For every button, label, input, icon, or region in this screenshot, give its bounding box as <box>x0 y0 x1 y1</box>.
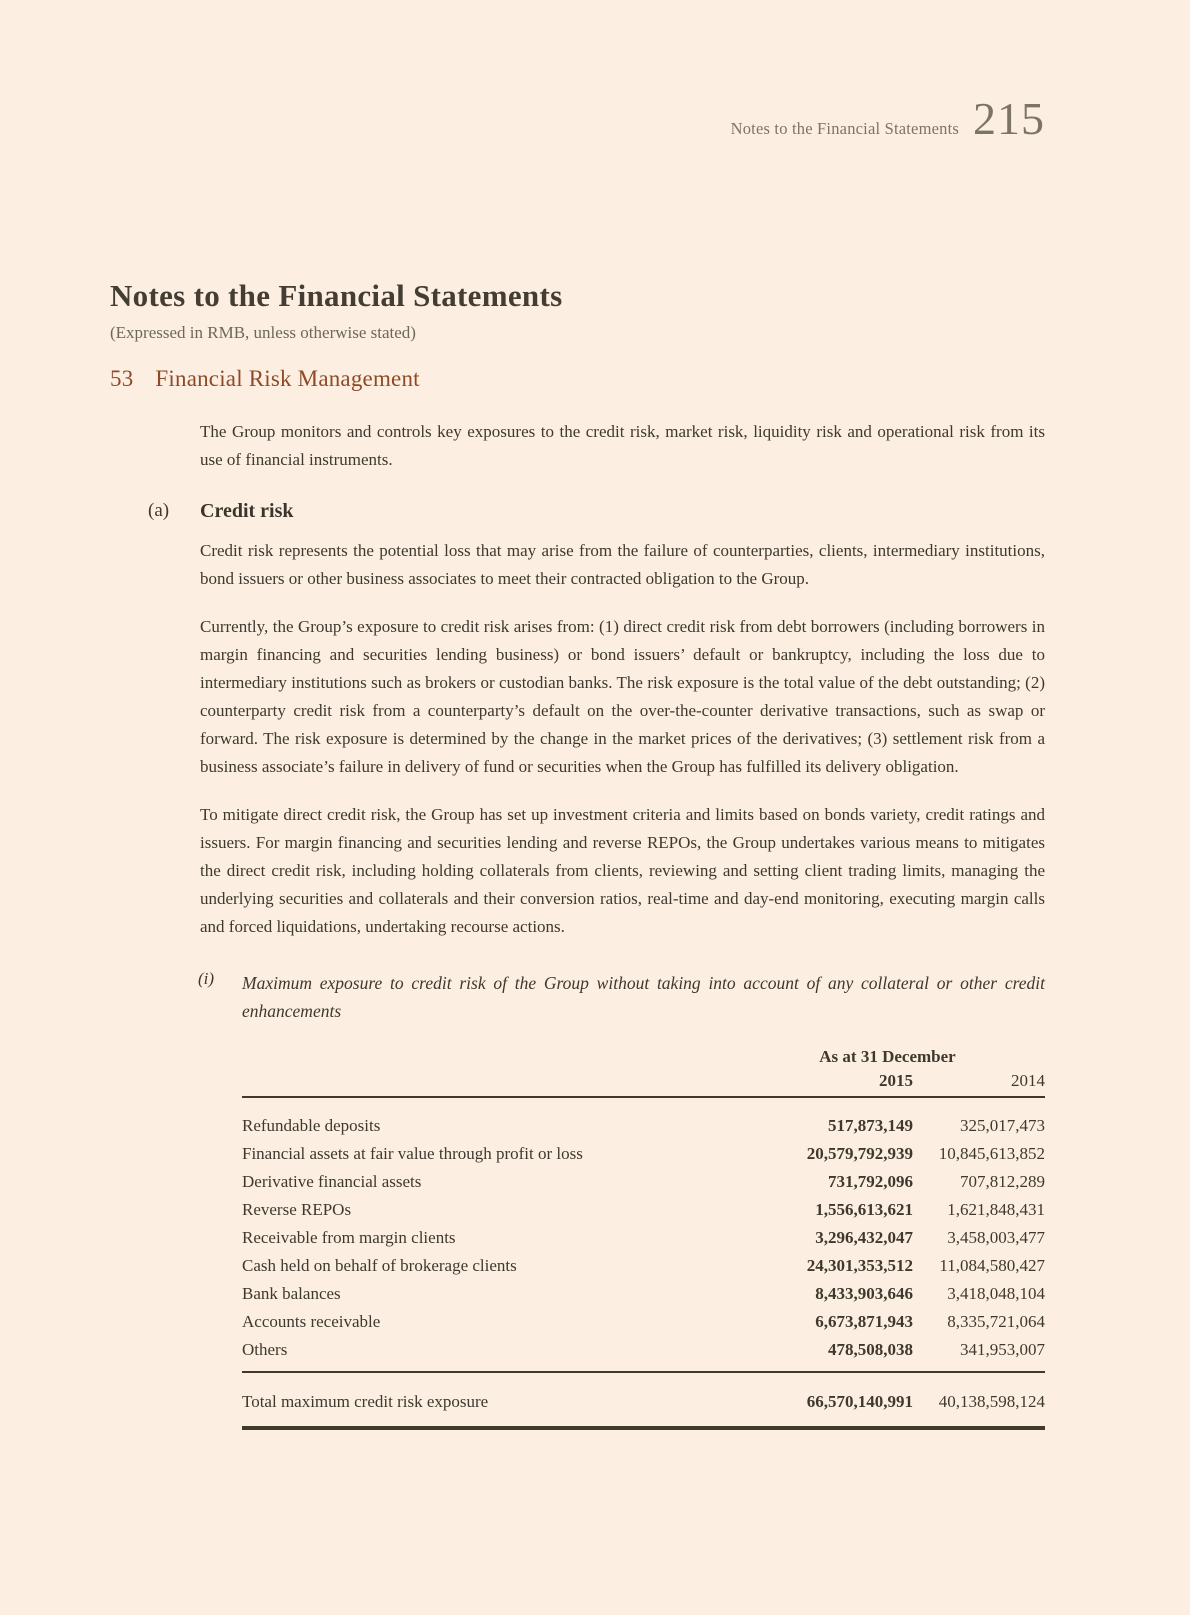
table-year-row <box>242 1071 1045 1091</box>
row-value-2014: 3,418,048,104 <box>947 1284 1045 1303</box>
row-value-2014: 11,084,580,427 <box>939 1256 1045 1275</box>
page-title: Notes to the Financial Statements <box>110 278 563 313</box>
section-number: 53 <box>110 366 134 391</box>
row-label: Cash held on behalf of brokerage clients <box>242 1256 517 1275</box>
table-row <box>242 1140 1045 1168</box>
row-label: Bank balances <box>242 1284 341 1303</box>
document-title-block <box>110 278 562 343</box>
subsection-i-title: Maximum exposure to credit risk of the Group without taking into account of any collateral or other credit enhancements <box>242 973 1045 1021</box>
subsection-i-label: (i) <box>198 969 215 988</box>
row-value-2015: 6,673,871,943 <box>815 1312 913 1331</box>
credit-risk-paragraph-2: Currently, the Group’s exposure to credit risk arises from: (1) direct credit risk from debt borrowers (including borrowers in margin financing and securities lending business) or bond issuers’ default or bankruptcy, including the loss due to intermediary institutions such as brokers or custodian banks. The risk exposure is the total value of the debt outstanding; (2) counterparty credit risk from a counterparty’s default on the over-the-counter derivative transactions, such as swap or forward. The risk exposure is determined by the change in the market prices of the derivatives; (3) settlement risk from a business associate’s failure in delivery of fund or securities when the Group has fulfilled its delivery obligation. <box>200 617 1045 776</box>
row-value-2014: 1,621,848,431 <box>947 1200 1045 1219</box>
row-value-2015: 1,556,613,621 <box>815 1200 913 1219</box>
table-rule-bottom <box>242 1426 1045 1430</box>
row-value-2014: 341,953,007 <box>960 1340 1045 1359</box>
row-label: Refundable deposits <box>242 1116 381 1135</box>
row-value-2015: 24,301,353,512 <box>806 1256 913 1275</box>
credit-risk-heading <box>148 500 1045 523</box>
running-title: Notes to the Financial Statements <box>730 119 959 138</box>
intro-paragraph: The Group monitors and controls key exposures to the credit risk, market risk, liquidity risk and operational risk from its use of financial instruments. <box>200 422 1045 469</box>
year-row-spacer <box>242 1071 738 1091</box>
running-header <box>731 92 1045 145</box>
row-value-2014: 8,335,721,064 <box>947 1312 1045 1331</box>
year-column-2015: 2015 <box>879 1071 913 1090</box>
credit-risk-paragraph-3: To mitigate direct credit risk, the Group has set up investment criteria and limits based on bonds variety, credit ratings and issuers. For margin financing and securities lending and reverse REPOs, the Group undertakes various means to mitigates the direct credit risk, including holding collaterals from clients, reviewing and setting client trading limits, managing the underlying securities and collaterals and their conversion ratios, real-time and day-end monitoring, executing margin calls and forced liquidations, undertaking recourse actions. <box>200 805 1045 936</box>
page-number: 215 <box>973 93 1045 144</box>
table-row <box>242 1112 1045 1140</box>
row-value-2014: 325,017,473 <box>960 1116 1045 1135</box>
row-value-2015: 8,433,903,646 <box>815 1284 913 1303</box>
row-value-2014: 3,458,003,477 <box>947 1228 1045 1247</box>
section-title: Financial Risk Management <box>155 366 420 391</box>
table-row <box>242 1336 1045 1364</box>
row-value-2015: 731,792,096 <box>828 1172 913 1191</box>
row-value-2014: 10,845,613,852 <box>938 1144 1045 1163</box>
row-label: Derivative financial assets <box>242 1172 422 1191</box>
content-column <box>148 418 1045 1430</box>
credit-risk-paragraph-1: Credit risk represents the potential loss that may arise from the failure of counterparties, clients, intermediary institutions, bond issuers or other business associates to meet their contracted obligation to the Group. <box>200 541 1045 588</box>
table-row <box>242 1224 1045 1252</box>
row-value-2015: 20,579,792,939 <box>806 1144 913 1163</box>
row-value-2015: 478,508,038 <box>828 1340 913 1359</box>
table-header-group <box>242 1047 1045 1067</box>
total-label: Total maximum credit risk exposure <box>242 1392 489 1411</box>
table-row <box>242 1280 1045 1308</box>
row-label: Reverse REPOs <box>242 1200 352 1219</box>
row-value-2014: 707,812,289 <box>960 1172 1045 1191</box>
credit-risk-label: (a) <box>148 500 170 521</box>
subsection-i <box>200 969 1045 1025</box>
total-value-2015: 66,570,140,991 <box>806 1392 913 1411</box>
row-label: Receivable from margin clients <box>242 1228 456 1247</box>
row-value-2015: 3,296,432,047 <box>815 1228 913 1247</box>
total-value-2014: 40,138,598,124 <box>938 1392 1045 1411</box>
table-rows <box>242 1098 1045 1364</box>
total-row <box>242 1373 1045 1426</box>
credit-risk-title: Credit risk <box>200 500 294 522</box>
table-row <box>242 1196 1045 1224</box>
financials-table <box>242 1047 1045 1430</box>
row-value-2015: 517,873,149 <box>828 1116 913 1135</box>
as-at-date-label: As at 31 December <box>819 1047 956 1066</box>
table-row <box>242 1168 1045 1196</box>
section-heading <box>110 366 420 392</box>
page-subtitle: (Expressed in RMB, unless otherwise stated) <box>110 323 416 342</box>
table-row <box>242 1308 1045 1336</box>
table-row <box>242 1252 1045 1280</box>
row-label: Financial assets at fair value through profit or loss <box>242 1144 583 1163</box>
row-label: Accounts receivable <box>242 1312 381 1331</box>
row-label: Others <box>242 1340 288 1359</box>
year-column-2014: 2014 <box>1011 1071 1045 1090</box>
